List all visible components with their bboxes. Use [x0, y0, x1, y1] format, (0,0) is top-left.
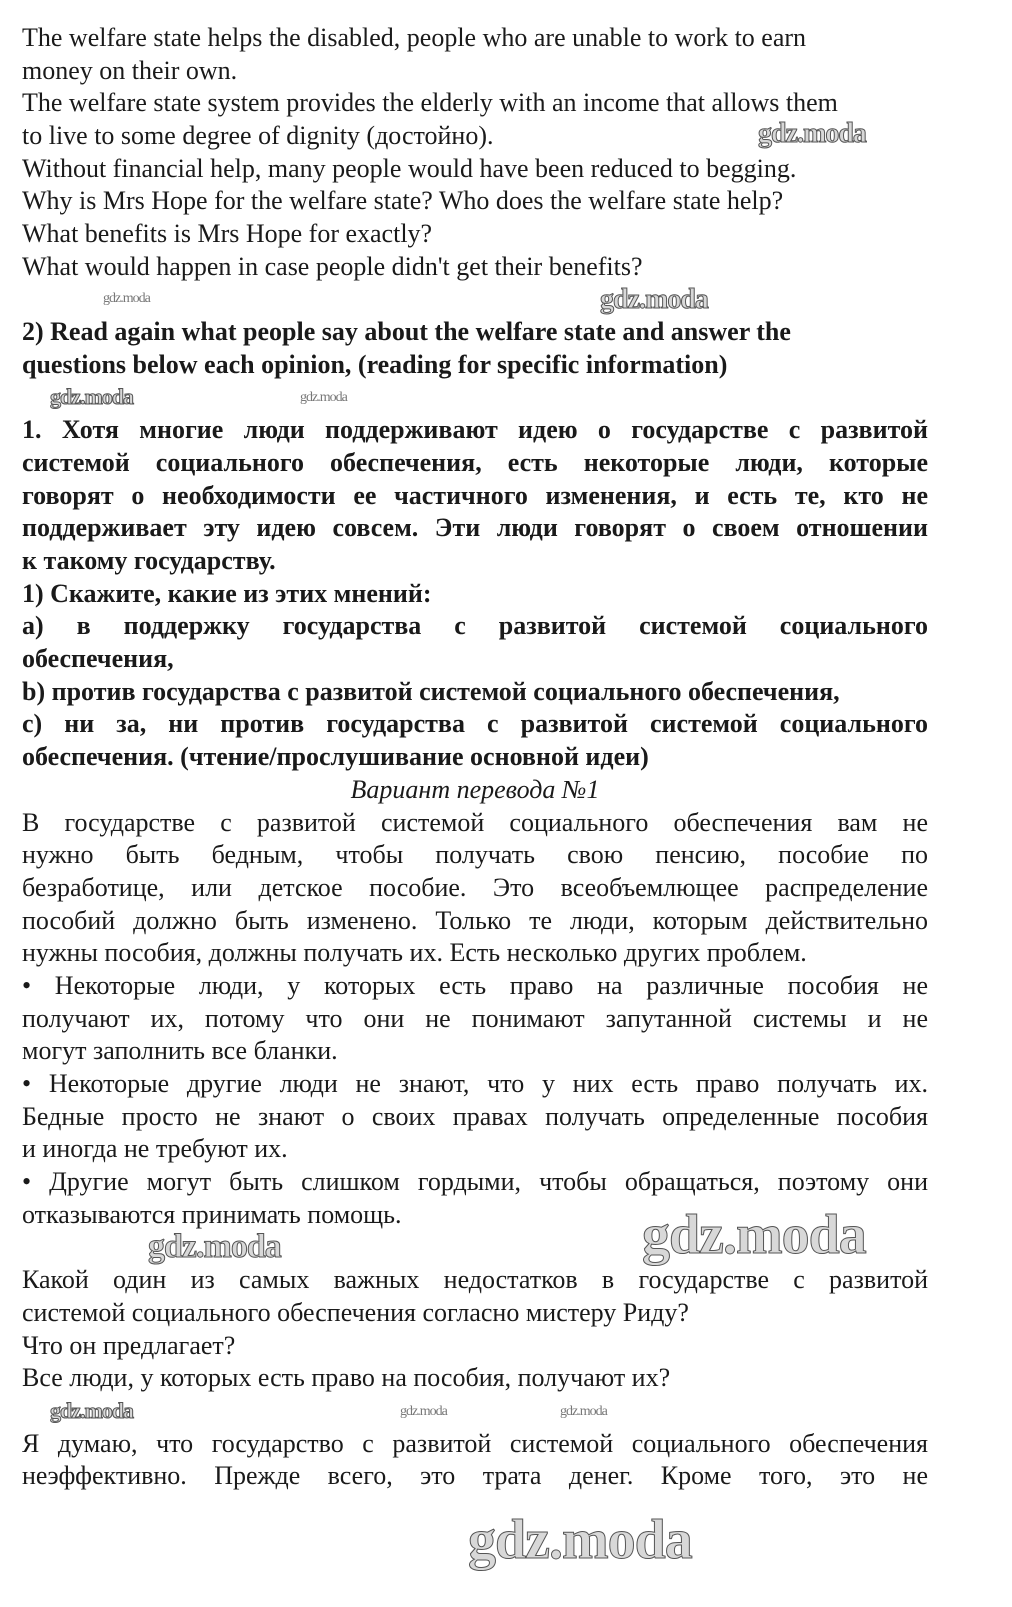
- text-line: to live to some degree of dignity (достойно).: [22, 121, 494, 151]
- text-line: 1. Хотя многие люди поддерживают идею о государстве с развитой: [22, 415, 928, 445]
- text-line: • Другие могут быть слишком гордыми, чтобы обращаться, поэтому они: [22, 1167, 928, 1197]
- watermark: gdz.moda: [148, 1228, 281, 1265]
- text-line: Какой один из самых важных недостатков в государстве с развитой: [22, 1265, 928, 1295]
- text-line: a) в поддержку государства с развитой системой социального: [22, 611, 928, 641]
- blank-line: [22, 284, 928, 317]
- text-line: неэффективно. Прежде всего, это трата денег. Кроме того, это не: [22, 1461, 928, 1491]
- text-line: безработице, или детское пособие. Это всеобъемлющее распределение: [22, 872, 928, 902]
- document-body: [22, 22, 928, 1493]
- text-line: обеспечения,: [22, 644, 174, 674]
- text-line: 2) Read again what people say about the welfare state and answer the: [22, 317, 791, 347]
- text-line: money on their own.: [22, 55, 238, 85]
- text-line: пособий должно быть изменено. Только те люди, которым действительно: [22, 905, 928, 935]
- watermark: gdz.moda: [642, 1204, 866, 1266]
- watermark: gdz.moda: [758, 118, 866, 149]
- text-line: могут заполнить все бланки.: [22, 1036, 338, 1066]
- text-line: отказываются принимать помощь.: [22, 1199, 402, 1229]
- watermark: gdz.moda: [300, 390, 347, 405]
- blank-line: [22, 382, 928, 415]
- text-line: Without financial help, many people would have been reduced to begging.: [22, 153, 797, 183]
- text-line: получают их, потому что они не понимают запутанной системы и не: [22, 1003, 928, 1033]
- text-line: The welfare state system provides the elderly with an income that allows them: [22, 88, 838, 118]
- watermark: gdz.moda: [560, 1404, 607, 1419]
- translation-heading: Вариант перевода №1: [350, 774, 600, 804]
- text-line: Бедные просто не знают о своих правах получать определенные пособия: [22, 1101, 928, 1131]
- text-line: b) против государства с развитой системой социального обеспечения,: [22, 676, 840, 706]
- blank-line: [22, 1395, 928, 1428]
- text-line: нужно быть бедным, чтобы получать свою пенсию, пособие по: [22, 840, 928, 870]
- text-line: к такому государству.: [22, 546, 276, 575]
- watermark: gdz.moda: [50, 1398, 134, 1423]
- text-line: Что он предлагает?: [22, 1330, 236, 1360]
- watermark: gdz.moda: [50, 384, 134, 409]
- text-line: questions below each opinion, (reading for specific information): [22, 349, 728, 379]
- text-line: системой социального обеспечения, есть некоторые люди, которые: [22, 447, 928, 477]
- text-line: говорят о необходимости ее частичного изменения, и есть те, кто не: [22, 480, 928, 510]
- text-line: обеспечения. (чтение/прослушивание основной идеи): [22, 742, 649, 772]
- text-line: • Некоторые другие люди не знают, что у них есть право получать их.: [22, 1069, 928, 1098]
- text-line: Why is Mrs Hope for the welfare state? Who does the welfare state help?: [22, 186, 784, 216]
- text-line: Все люди, у которых есть право на пособия, получают их?: [22, 1363, 671, 1393]
- watermark: gdz.moda: [103, 291, 150, 306]
- text-line: What benefits is Mrs Hope for exactly?: [22, 219, 433, 249]
- text-line: The welfare state helps the disabled, people who are unable to work to earn: [22, 23, 807, 52]
- watermark: gdz.moda: [400, 1404, 447, 1419]
- text-line: В государстве с развитой системой социального обеспечения вам не: [22, 807, 928, 837]
- text-line: нужны пособия, должны получать их. Есть несколько других проблем.: [22, 938, 807, 968]
- watermark: gdz.moda: [468, 1509, 692, 1571]
- text-line: системой социального обеспечения согласно мистеру Риду?: [22, 1297, 689, 1327]
- text-line: и иногда не требуют их.: [22, 1134, 288, 1164]
- text-line: What would happen in case people didn't get their benefits?: [22, 251, 643, 281]
- watermark: gdz.moda: [600, 284, 708, 315]
- text-line: 1) Скажите, какие из этих мнений:: [22, 578, 432, 608]
- text-line: поддерживает эту идею совсем. Эти люди говорят о своем отношении: [22, 513, 928, 543]
- text-line: c) ни за, ни против государства с развитой системой социального: [22, 709, 928, 739]
- text-line: Я думаю, что государство с развитой системой социального обеспечения: [22, 1428, 928, 1458]
- text-line: • Некоторые люди, у которых есть право на различные пособия не: [22, 970, 928, 1000]
